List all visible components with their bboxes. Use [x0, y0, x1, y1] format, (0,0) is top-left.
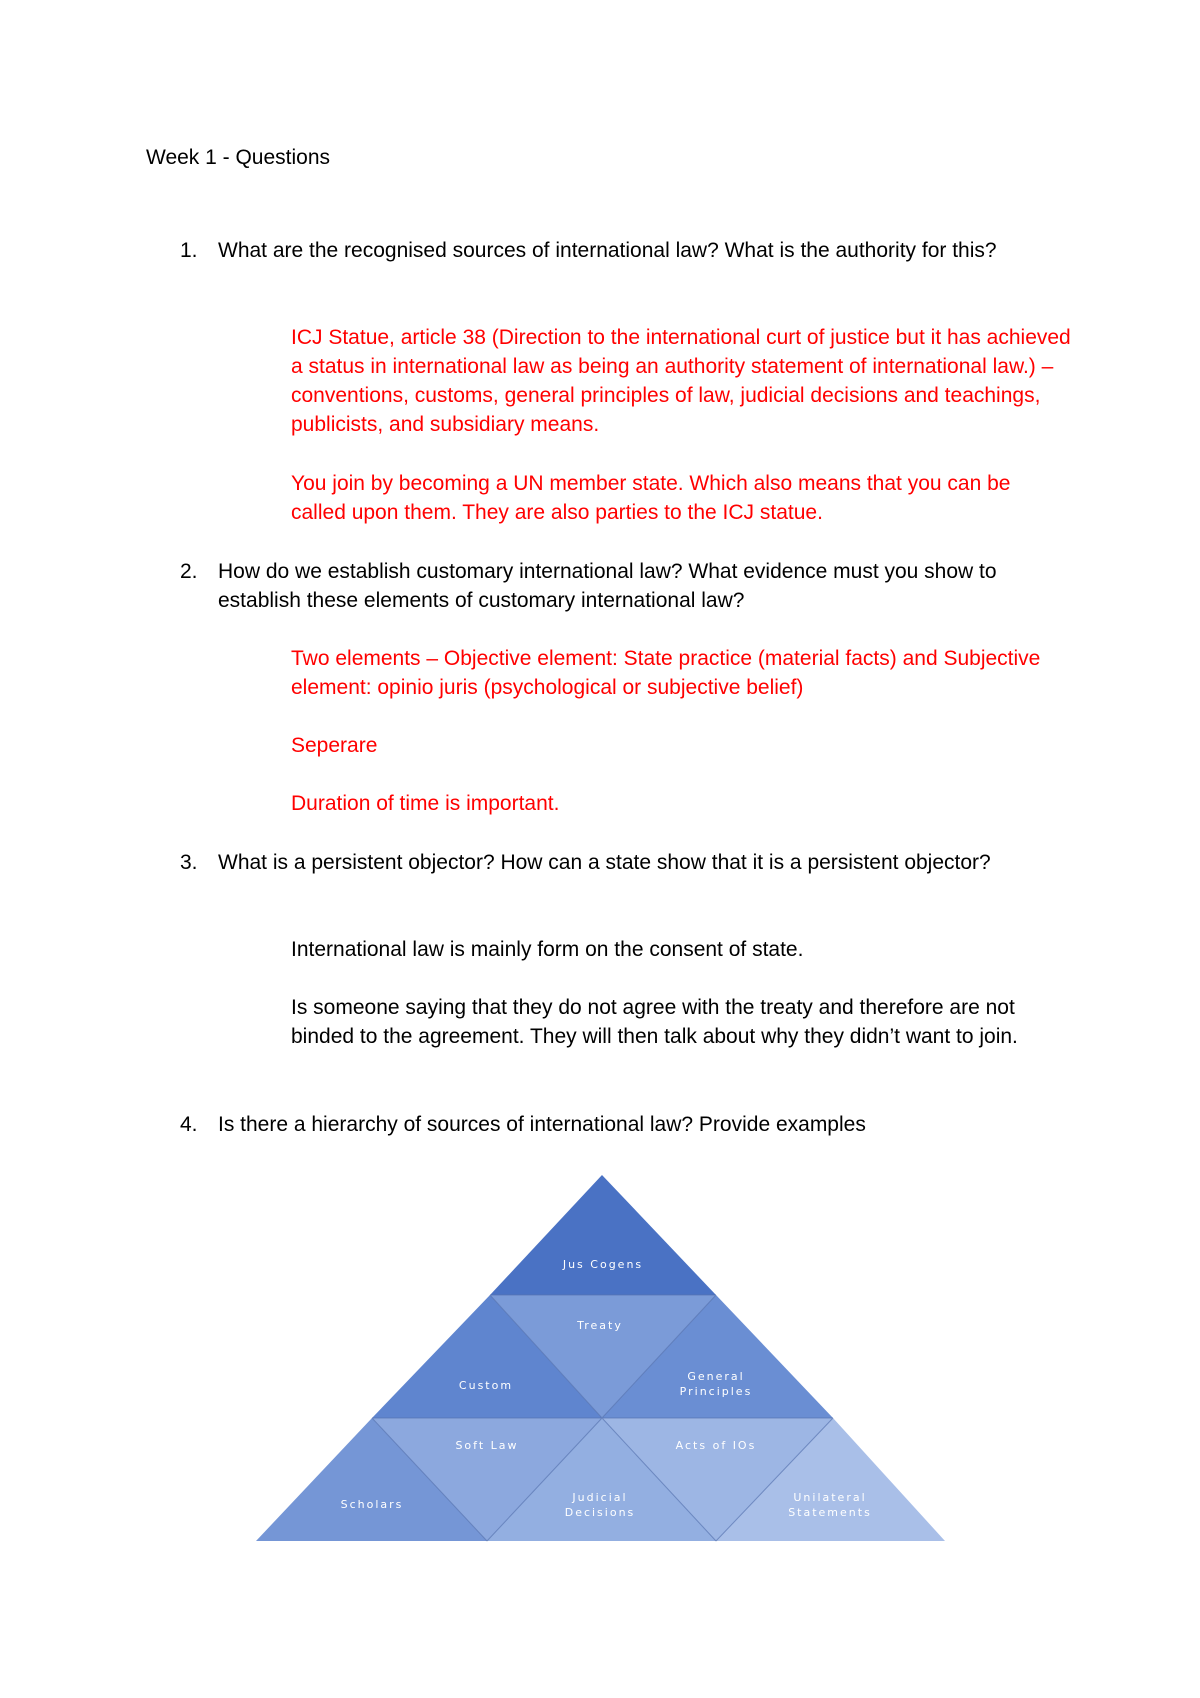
pyramid-top [490, 1175, 716, 1295]
answer-2c: Duration of time is important. [291, 792, 560, 815]
question-text: How do we establish customary international law? What evidence must you show to establish these elements of customary international law? [218, 560, 997, 612]
answer-1a: ICJ Statue, article 38 (Direction to the international curt of justice but it has achieved a status in international law as being an authority statement of international law.) – conventions, customs, general principles of law, judicial decisions and teachings, publicists, and subsidiary means. [291, 326, 1071, 436]
label-soft-law: Soft Law [455, 1439, 519, 1452]
question-4 [180, 1110, 1058, 1139]
label-judicial-2: Decisions [564, 1506, 636, 1519]
label-general-1: General [687, 1370, 745, 1383]
label-judicial-1: Judicial [572, 1491, 628, 1504]
question-3 [180, 848, 1058, 877]
question-text: What is a persistent objector? How can a state show that it is a persistent objector? [218, 851, 991, 874]
label-acts-ios: Acts of IOs [675, 1439, 757, 1452]
label-jus-cogens: Jus Cogens [562, 1258, 644, 1271]
answer-3b: Is someone saying that they do not agree with the treaty and therefore are not binded to the agreement. They will then talk about why they didn’t want to join. [291, 996, 1018, 1048]
label-unilateral-2: Statements [788, 1506, 872, 1519]
label-scholars: Scholars [340, 1498, 404, 1511]
question-text: Is there a hierarchy of sources of international law? Provide examples [218, 1113, 866, 1136]
label-treaty: Treaty [577, 1319, 623, 1332]
answer-2b: Seperare [291, 734, 378, 757]
hierarchy-pyramid [240, 1165, 960, 1545]
question-1 [180, 236, 1058, 265]
label-custom: Custom [458, 1379, 514, 1392]
question-number: 4. [180, 1113, 198, 1136]
page-title: Week 1 - Questions [146, 146, 331, 169]
answer-1b: You join by becoming a UN member state. Which also means that you can be called upon them. They are also parties to the ICJ statue. [291, 472, 1011, 524]
question-2 [180, 557, 1058, 615]
question-text: What are the recognised sources of international law? What is the authority for this? [218, 239, 997, 262]
label-unilateral-1: Unilateral [793, 1491, 867, 1504]
label-general-2: Principles [679, 1385, 753, 1398]
question-number: 1. [180, 239, 198, 262]
answer-3a: International law is mainly form on the consent of state. [291, 938, 804, 961]
question-number: 3. [180, 851, 198, 874]
question-number: 2. [180, 560, 198, 583]
answer-2a: Two elements – Objective element: State practice (material facts) and Subjective element: opinio juris (psychological or subjective belief) [291, 647, 1041, 699]
